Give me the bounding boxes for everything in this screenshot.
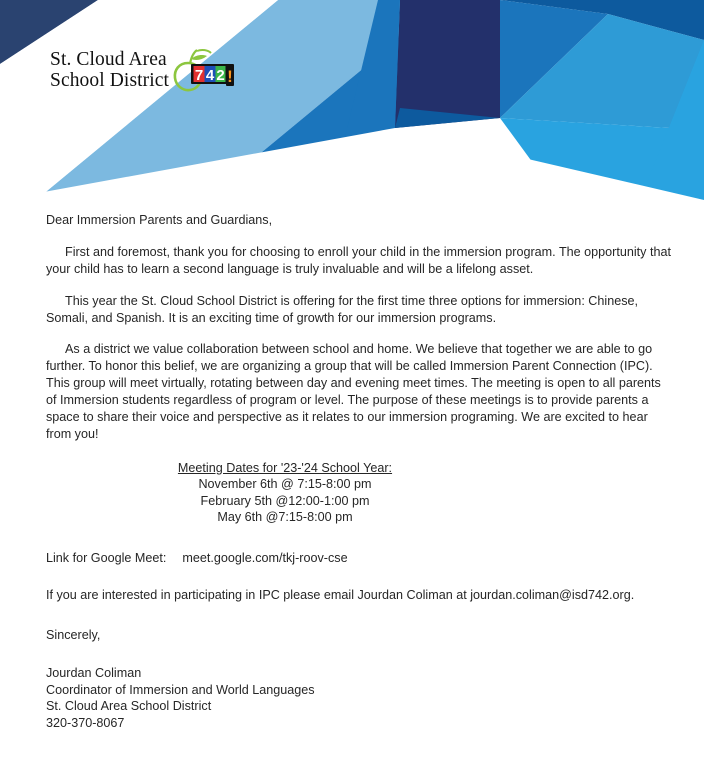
google-meet-line — [46, 550, 674, 567]
district-logo — [50, 47, 237, 93]
district-logo-wordmark — [50, 49, 169, 91]
logo-742-badge — [171, 47, 237, 93]
letter-body — [0, 200, 704, 732]
svg-text:4: 4 — [205, 67, 215, 84]
meeting-date-2: February 5th @12:00-1:00 pm — [200, 493, 370, 508]
meeting-date-3: May 6th @7:15-8:00 pm — [217, 510, 353, 525]
paragraph-2: This year the St. Cloud School District is offering for the first time three options for immersion: Chinese, Somali, and Spanish. It is an exciting time of growth for our immersion programs. — [46, 293, 639, 325]
signer-phone: 320-370-8067 — [46, 716, 125, 731]
signature-block — [46, 665, 674, 733]
salutation: Dear Immersion Parents and Guardians, — [46, 213, 273, 227]
meeting-date-1: November 6th @ 7:15-8:00 pm — [198, 477, 372, 492]
signer-title: Coordinator of Immersion and World Languages — [46, 682, 315, 697]
svg-text:2: 2 — [216, 67, 225, 84]
logo-line-2: School District — [50, 70, 170, 91]
google-meet-label: Link for Google Meet: — [46, 551, 167, 566]
contact-paragraph: If you are interested in participating in IPC please email Jourdan Coliman at jourdan.coliman@isd742.org. — [46, 587, 635, 602]
letterhead-banner — [0, 0, 704, 200]
meeting-dates-title: Meeting Dates for '23-'24 School Year: — [177, 460, 393, 475]
google-meet-url[interactable]: meet.google.com/tkj-roov-cse — [182, 551, 348, 566]
paragraph-1: First and foremost, thank you for choosing to enroll your child in the immersion program. The opportunity that your child has to learn a second language is truly invaluable and will be a lifelong asset. — [46, 244, 671, 276]
signer-organization: St. Cloud Area School District — [46, 699, 212, 714]
signer-name: Jourdan Coliman — [46, 665, 142, 680]
meeting-dates-block — [46, 460, 674, 526]
closing: Sincerely, — [46, 627, 101, 642]
letterhead-geometric-artwork — [0, 0, 704, 200]
svg-text:!: ! — [227, 67, 233, 86]
apple-742-icon — [171, 47, 237, 93]
svg-text:7: 7 — [194, 67, 204, 84]
logo-line-1: St. Cloud Area — [50, 48, 167, 70]
paragraph-3: As a district we value collaboration between school and home. We believe that together we are able to go further. To honor this belief, we are organizing a group that will be called Immersion Parent Connection (IPC). This group will meet virtually, rotating between day and evening meet times. The meeting is open to all parents of Immersion students regardless of program or level. The purpose of these meetings is to provide parents a space to share their voice and perspective as it relates to our immersion programing. We are excited to hear from you! — [46, 342, 661, 441]
